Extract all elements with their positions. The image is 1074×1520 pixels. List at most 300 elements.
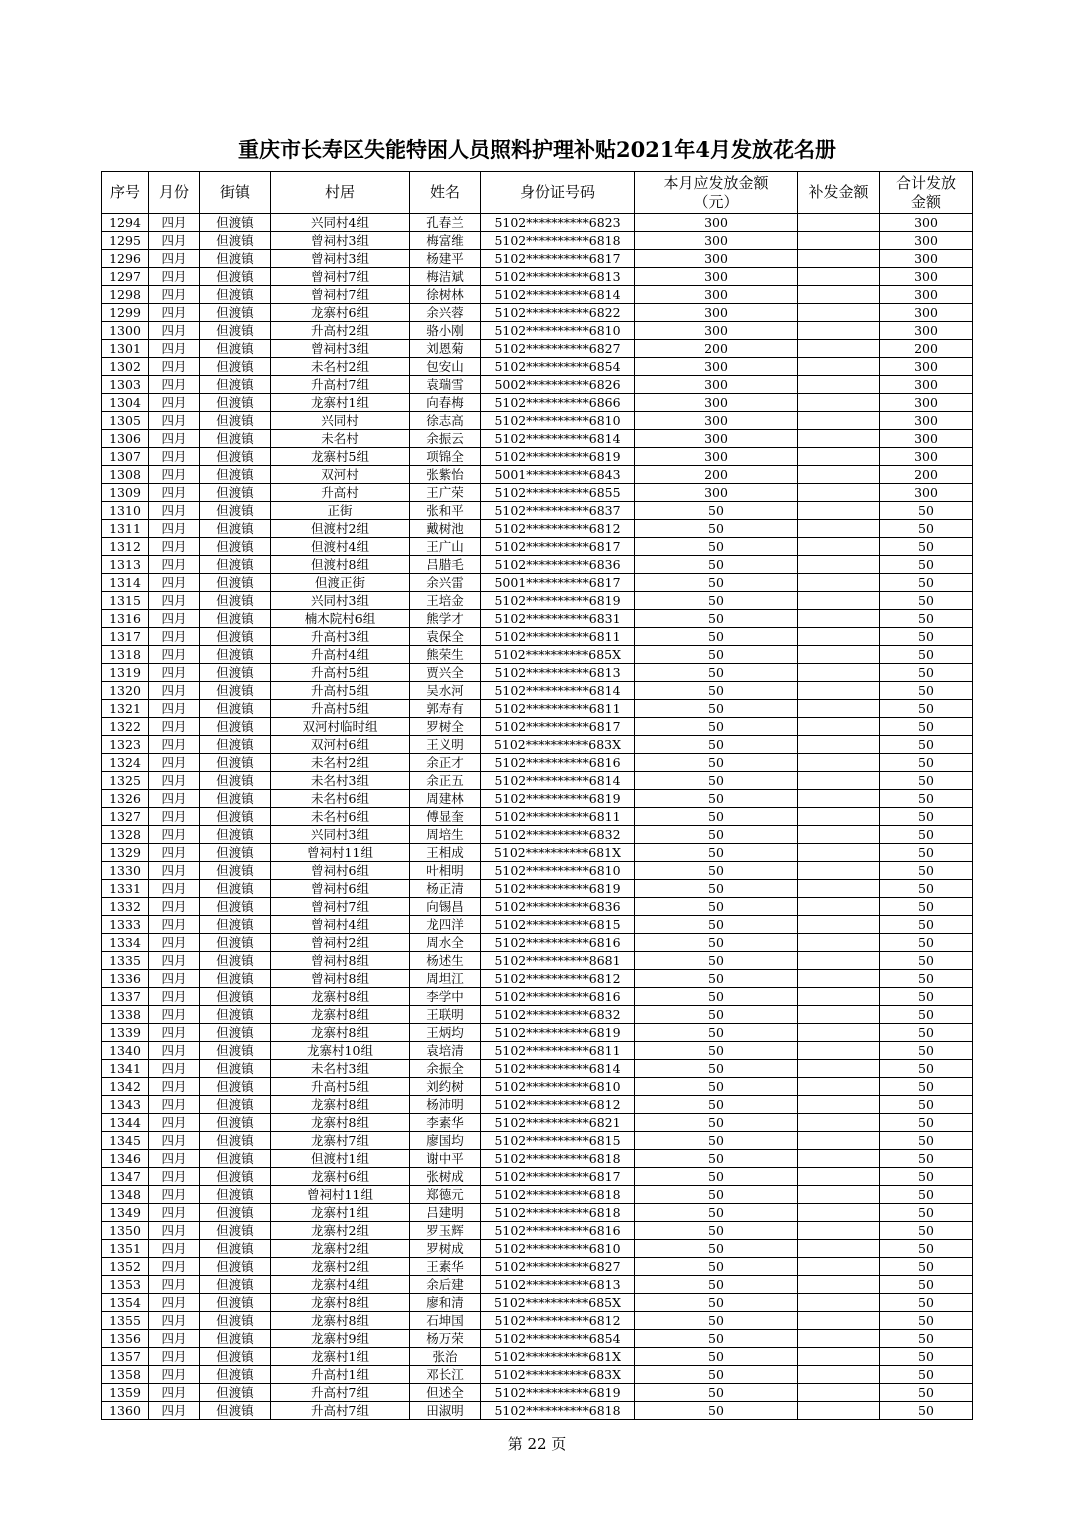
cell-month: 四月 [149,952,200,970]
cell-name: 孔春兰 [410,214,481,232]
cell-supplement [798,412,880,430]
cell-supplement [798,646,880,664]
cell-name: 吕建明 [410,1204,481,1222]
cell-supplement [798,1150,880,1168]
cell-total: 50 [880,538,973,556]
cell-month: 四月 [149,934,200,952]
cell-town: 但渡镇 [200,484,271,502]
cell-supplement [798,790,880,808]
cell-total: 50 [880,1240,973,1258]
cell-village: 曾祠村8组 [271,970,410,988]
cell-supplement [798,844,880,862]
cell-id: 5102**********6818 [481,1402,635,1420]
cell-total: 50 [880,844,973,862]
cell-total: 50 [880,1150,973,1168]
table-row [102,448,973,466]
table-row [102,250,973,268]
cell-name: 杨建平 [410,250,481,268]
col-header-month: 月份 [149,172,200,214]
cell-seq: 1342 [102,1078,149,1096]
table-row [102,610,973,628]
table-row [102,1006,973,1024]
cell-id: 5102**********6817 [481,1168,635,1186]
cell-village: 曾祠村6组 [271,862,410,880]
cell-village: 龙寨村2组 [271,1222,410,1240]
cell-town: 但渡镇 [200,1096,271,1114]
cell-month: 四月 [149,1078,200,1096]
cell-total: 50 [880,1006,973,1024]
table-row [102,214,973,232]
cell-seq: 1334 [102,934,149,952]
cell-name: 周建林 [410,790,481,808]
cell-town: 但渡镇 [200,538,271,556]
cell-supplement [798,772,880,790]
cell-village: 龙寨村1组 [271,1348,410,1366]
col-header-id: 身份证号码 [481,172,635,214]
cell-supplement [798,952,880,970]
cell-village: 升高村7组 [271,376,410,394]
cell-seq: 1343 [102,1096,149,1114]
cell-town: 但渡镇 [200,1294,271,1312]
cell-total: 50 [880,1294,973,1312]
cell-name: 刘约树 [410,1078,481,1096]
cell-id: 5102**********6819 [481,592,635,610]
table-row [102,1276,973,1294]
cell-village: 龙寨村6组 [271,304,410,322]
cell-name: 杨沛明 [410,1096,481,1114]
cell-month: 四月 [149,610,200,628]
cell-name: 张紫怡 [410,466,481,484]
table-row [102,484,973,502]
cell-seq: 1358 [102,1366,149,1384]
col-header-name: 姓名 [410,172,481,214]
cell-name: 余振全 [410,1060,481,1078]
cell-month: 四月 [149,304,200,322]
table-row [102,916,973,934]
cell-id: 5102**********6814 [481,772,635,790]
cell-supplement [798,1186,880,1204]
cell-village: 未名村3组 [271,1060,410,1078]
table-row [102,1330,973,1348]
cell-month: 四月 [149,358,200,376]
cell-seq: 1322 [102,718,149,736]
table-row [102,790,973,808]
cell-total: 300 [880,412,973,430]
cell-id: 5102**********6816 [481,754,635,772]
cell-name: 杨述生 [410,952,481,970]
cell-due: 50 [635,826,798,844]
cell-supplement [798,1258,880,1276]
cell-month: 四月 [149,1168,200,1186]
cell-town: 但渡镇 [200,340,271,358]
cell-name: 张和平 [410,502,481,520]
cell-month: 四月 [149,1366,200,1384]
cell-village: 升高村5组 [271,682,410,700]
cell-month: 四月 [149,394,200,412]
cell-total: 200 [880,340,973,358]
cell-month: 四月 [149,448,200,466]
cell-town: 但渡镇 [200,412,271,430]
cell-month: 四月 [149,1330,200,1348]
cell-id: 5102**********681X [481,1348,635,1366]
cell-due: 50 [635,1222,798,1240]
cell-id: 5102**********6819 [481,448,635,466]
cell-due: 50 [635,1150,798,1168]
cell-town: 但渡镇 [200,592,271,610]
cell-village: 升高村1组 [271,1366,410,1384]
cell-id: 5102**********6811 [481,700,635,718]
cell-town: 但渡镇 [200,988,271,1006]
cell-supplement [798,682,880,700]
cell-month: 四月 [149,538,200,556]
table-row [102,646,973,664]
cell-name: 石坤国 [410,1312,481,1330]
cell-month: 四月 [149,1006,200,1024]
cell-month: 四月 [149,664,200,682]
cell-total: 50 [880,1276,973,1294]
cell-village: 升高村5组 [271,1078,410,1096]
cell-due: 50 [635,1114,798,1132]
cell-total: 50 [880,952,973,970]
cell-village: 龙寨村2组 [271,1258,410,1276]
cell-total: 50 [880,790,973,808]
cell-seq: 1332 [102,898,149,916]
table-row [102,898,973,916]
cell-id: 5102**********6810 [481,1078,635,1096]
table-row [102,502,973,520]
cell-town: 但渡镇 [200,1402,271,1420]
cell-due: 50 [635,664,798,682]
cell-town: 但渡镇 [200,394,271,412]
cell-seq: 1312 [102,538,149,556]
cell-id: 5102**********6812 [481,520,635,538]
cell-supplement [798,304,880,322]
cell-month: 四月 [149,916,200,934]
table-row [102,988,973,1006]
cell-total: 50 [880,1186,973,1204]
cell-id: 5102**********6819 [481,790,635,808]
cell-supplement [798,718,880,736]
cell-month: 四月 [149,1060,200,1078]
cell-name: 王炳均 [410,1024,481,1042]
cell-total: 50 [880,898,973,916]
cell-town: 但渡镇 [200,664,271,682]
cell-village: 升高村2组 [271,322,410,340]
cell-town: 但渡镇 [200,358,271,376]
cell-name: 梅洁斌 [410,268,481,286]
cell-total: 50 [880,574,973,592]
cell-seq: 1333 [102,916,149,934]
cell-village: 但渡村8组 [271,556,410,574]
cell-month: 四月 [149,754,200,772]
roster-table [101,171,973,1420]
table-row [102,664,973,682]
cell-town: 但渡镇 [200,1204,271,1222]
cell-total: 50 [880,736,973,754]
table-row [102,1222,973,1240]
cell-id: 5102**********6832 [481,1006,635,1024]
cell-village: 曾祠村8组 [271,952,410,970]
cell-id: 5102**********6812 [481,1312,635,1330]
cell-town: 但渡镇 [200,286,271,304]
cell-total: 300 [880,358,973,376]
col-header-due [635,172,798,214]
cell-supplement [798,934,880,952]
cell-village: 龙寨村6组 [271,1168,410,1186]
cell-village: 但渡村2组 [271,520,410,538]
cell-town: 但渡镇 [200,1024,271,1042]
table-row [102,1114,973,1132]
cell-supplement [798,394,880,412]
cell-village: 升高村5组 [271,664,410,682]
cell-name: 但述全 [410,1384,481,1402]
cell-name: 周坦江 [410,970,481,988]
cell-month: 四月 [149,1294,200,1312]
cell-supplement [798,736,880,754]
cell-seq: 1307 [102,448,149,466]
cell-total: 50 [880,934,973,952]
cell-village: 未名村6组 [271,808,410,826]
cell-month: 四月 [149,718,200,736]
cell-supplement [798,1024,880,1042]
cell-seq: 1297 [102,268,149,286]
cell-town: 但渡镇 [200,934,271,952]
cell-id: 5102**********6819 [481,1024,635,1042]
cell-due: 300 [635,322,798,340]
cell-total: 50 [880,682,973,700]
cell-supplement [798,808,880,826]
cell-name: 张树成 [410,1168,481,1186]
cell-total: 50 [880,970,973,988]
cell-name: 郑德元 [410,1186,481,1204]
cell-town: 但渡镇 [200,556,271,574]
cell-due: 50 [635,718,798,736]
cell-month: 四月 [149,646,200,664]
table-row [102,718,973,736]
cell-seq: 1331 [102,880,149,898]
cell-id: 5102**********6818 [481,1186,635,1204]
cell-name: 罗树全 [410,718,481,736]
cell-town: 但渡镇 [200,916,271,934]
table-row [102,826,973,844]
cell-due: 200 [635,466,798,484]
cell-id: 5102**********6813 [481,1276,635,1294]
table-row [102,322,973,340]
cell-supplement [798,1384,880,1402]
cell-village: 龙寨村1组 [271,1204,410,1222]
cell-id: 5102**********6827 [481,1258,635,1276]
cell-name: 袁瑞雪 [410,376,481,394]
cell-due: 50 [635,1294,798,1312]
cell-town: 但渡镇 [200,970,271,988]
cell-month: 四月 [149,268,200,286]
table-row [102,592,973,610]
table-row [102,1150,973,1168]
cell-seq: 1355 [102,1312,149,1330]
cell-name: 余正才 [410,754,481,772]
cell-seq: 1346 [102,1150,149,1168]
cell-month: 四月 [149,808,200,826]
cell-seq: 1345 [102,1132,149,1150]
cell-town: 但渡镇 [200,1384,271,1402]
cell-id: 5102**********6814 [481,1060,635,1078]
cell-month: 四月 [149,628,200,646]
cell-village: 曾祠村7组 [271,286,410,304]
cell-seq: 1327 [102,808,149,826]
cell-name: 王义明 [410,736,481,754]
table-row [102,970,973,988]
cell-name: 邓长江 [410,1366,481,1384]
cell-id: 5102**********6815 [481,916,635,934]
table-row [102,232,973,250]
cell-supplement [798,1204,880,1222]
cell-town: 但渡镇 [200,322,271,340]
cell-month: 四月 [149,1384,200,1402]
cell-supplement [798,1276,880,1294]
cell-town: 但渡镇 [200,844,271,862]
cell-id: 5001**********6817 [481,574,635,592]
cell-town: 但渡镇 [200,448,271,466]
cell-id: 5102**********6810 [481,412,635,430]
cell-town: 但渡镇 [200,1366,271,1384]
cell-seq: 1347 [102,1168,149,1186]
cell-village: 龙寨村8组 [271,1096,410,1114]
cell-name: 廖国均 [410,1132,481,1150]
cell-total: 300 [880,394,973,412]
table-row [102,394,973,412]
table-row [102,736,973,754]
cell-name: 余兴蓉 [410,304,481,322]
cell-name: 李素华 [410,1114,481,1132]
cell-id: 5102**********6811 [481,628,635,646]
cell-id: 5102**********6827 [481,340,635,358]
table-row [102,934,973,952]
cell-due: 50 [635,1402,798,1420]
cell-supplement [798,430,880,448]
cell-name: 张治 [410,1348,481,1366]
table-row [102,538,973,556]
cell-month: 四月 [149,1114,200,1132]
cell-due: 50 [635,1276,798,1294]
cell-village: 龙寨村8组 [271,1114,410,1132]
cell-town: 但渡镇 [200,718,271,736]
cell-name: 熊荣生 [410,646,481,664]
cell-village: 双河村6组 [271,736,410,754]
cell-id: 5102**********6811 [481,1042,635,1060]
cell-town: 但渡镇 [200,1222,271,1240]
cell-id: 5102**********6854 [481,1330,635,1348]
cell-due: 300 [635,412,798,430]
cell-supplement [798,538,880,556]
table-row [102,574,973,592]
cell-name: 余后建 [410,1276,481,1294]
cell-seq: 1356 [102,1330,149,1348]
cell-seq: 1320 [102,682,149,700]
cell-seq: 1309 [102,484,149,502]
cell-month: 四月 [149,970,200,988]
cell-month: 四月 [149,700,200,718]
table-row [102,1402,973,1420]
cell-supplement [798,286,880,304]
cell-town: 但渡镇 [200,1150,271,1168]
header-row [102,172,973,214]
cell-village: 兴同村 [271,412,410,430]
cell-seq: 1313 [102,556,149,574]
cell-seq: 1338 [102,1006,149,1024]
cell-village: 未名村 [271,430,410,448]
cell-due: 50 [635,1330,798,1348]
cell-name: 王广山 [410,538,481,556]
cell-name: 杨万荣 [410,1330,481,1348]
cell-month: 四月 [149,214,200,232]
cell-total: 50 [880,610,973,628]
cell-month: 四月 [149,1042,200,1060]
cell-due: 300 [635,376,798,394]
cell-month: 四月 [149,880,200,898]
table-row [102,304,973,322]
cell-due: 50 [635,628,798,646]
cell-supplement [798,664,880,682]
cell-village: 未名村2组 [271,358,410,376]
cell-name: 叶相明 [410,862,481,880]
cell-due: 50 [635,916,798,934]
cell-month: 四月 [149,682,200,700]
cell-month: 四月 [149,1348,200,1366]
cell-total: 300 [880,322,973,340]
cell-total: 50 [880,916,973,934]
cell-id: 5001**********6843 [481,466,635,484]
cell-supplement [798,826,880,844]
cell-seq: 1326 [102,790,149,808]
table-row [102,520,973,538]
cell-town: 但渡镇 [200,1060,271,1078]
cell-supplement [798,484,880,502]
cell-due: 50 [635,790,798,808]
cell-supplement [798,1132,880,1150]
col-header-supplement: 补发金额 [798,172,880,214]
cell-month: 四月 [149,1150,200,1168]
cell-seq: 1324 [102,754,149,772]
cell-due: 300 [635,268,798,286]
cell-village: 曾祠村11组 [271,844,410,862]
cell-village: 双河村临时组 [271,718,410,736]
cell-name: 包安山 [410,358,481,376]
cell-town: 但渡镇 [200,754,271,772]
table-row [102,1240,973,1258]
page-number: 第 22 页 [507,1435,567,1453]
cell-supplement [798,214,880,232]
table-row [102,1042,973,1060]
cell-village: 未名村6组 [271,790,410,808]
cell-total: 300 [880,214,973,232]
cell-town: 但渡镇 [200,772,271,790]
cell-due: 50 [635,646,798,664]
cell-supplement [798,250,880,268]
table-row [102,1294,973,1312]
cell-id: 5102**********6817 [481,718,635,736]
cell-village: 龙寨村4组 [271,1276,410,1294]
cell-seq: 1299 [102,304,149,322]
cell-village: 升高村 [271,484,410,502]
cell-town: 但渡镇 [200,430,271,448]
cell-name: 王广荣 [410,484,481,502]
cell-id: 5102**********681X [481,844,635,862]
cell-seq: 1352 [102,1258,149,1276]
cell-supplement [798,988,880,1006]
cell-seq: 1325 [102,772,149,790]
table-row [102,1132,973,1150]
cell-id: 5102**********6814 [481,286,635,304]
